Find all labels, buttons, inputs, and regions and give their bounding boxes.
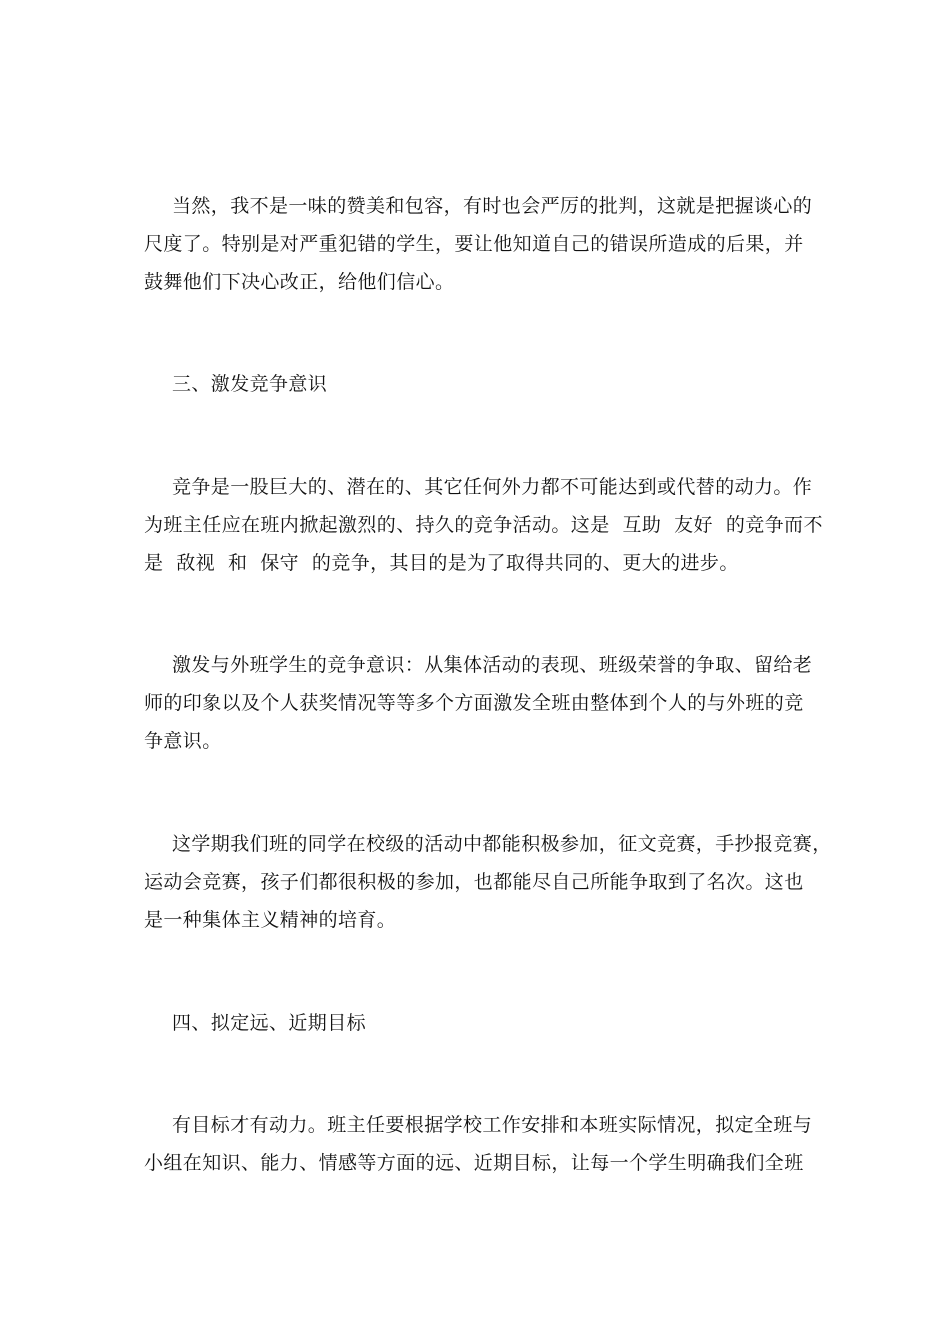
paragraph-line: 竞争是一股巨大的、潜在的、其它任何外力都不可能达到或代替的动力。作 <box>172 476 813 498</box>
paragraph-line: 这学期我们班的同学在校级的活动中都能积极参加，征文竞赛，手抄报竞赛， <box>172 833 832 855</box>
paragraph-line: 为班主任应在班内掀起激烈的、持久的竞争活动。这是 互助 友好 的竞争而不 <box>144 514 823 536</box>
paragraph-line: 小组在知识、能力、情感等方面的远、近期目标，让每一个学生明确我们全班 <box>144 1152 804 1174</box>
paragraph-line: 是 敌视 和 保守 的竞争，其目的是为了取得共同的、更大的进步。 <box>144 552 739 574</box>
paragraph-line: 尺度了。特别是对严重犯错的学生，要让他知道自己的错误所造成的后果，并 <box>144 233 804 255</box>
paragraph-line: 有目标才有动力。班主任要根据学校工作安排和本班实际情况，拟定全班与 <box>172 1114 813 1136</box>
paragraph-line: 激发与外班学生的竞争意识：从集体活动的表现、班级荣誉的争取、留给老 <box>172 654 813 676</box>
paragraph-line: 师的印象以及个人获奖情况等等多个方面激发全班由整体到个人的与外班的竞 <box>144 692 804 714</box>
paragraph-line: 当然，我不是一味的赞美和包容，有时也会严厉的批判，这就是把握谈心的 <box>172 195 813 217</box>
section-heading: 四、拟定远、近期目标 <box>172 1012 367 1034</box>
paragraph-line: 是一种集体主义精神的培育。 <box>144 909 397 931</box>
section-heading: 三、激发竞争意识 <box>172 373 328 395</box>
paragraph-line: 鼓舞他们下决心改正，给他们信心。 <box>144 271 455 293</box>
paragraph-line: 争意识。 <box>144 730 222 752</box>
paragraph-line: 运动会竞赛，孩子们都很积极的参加，也都能尽自己所能争取到了名次。这也 <box>144 871 804 893</box>
